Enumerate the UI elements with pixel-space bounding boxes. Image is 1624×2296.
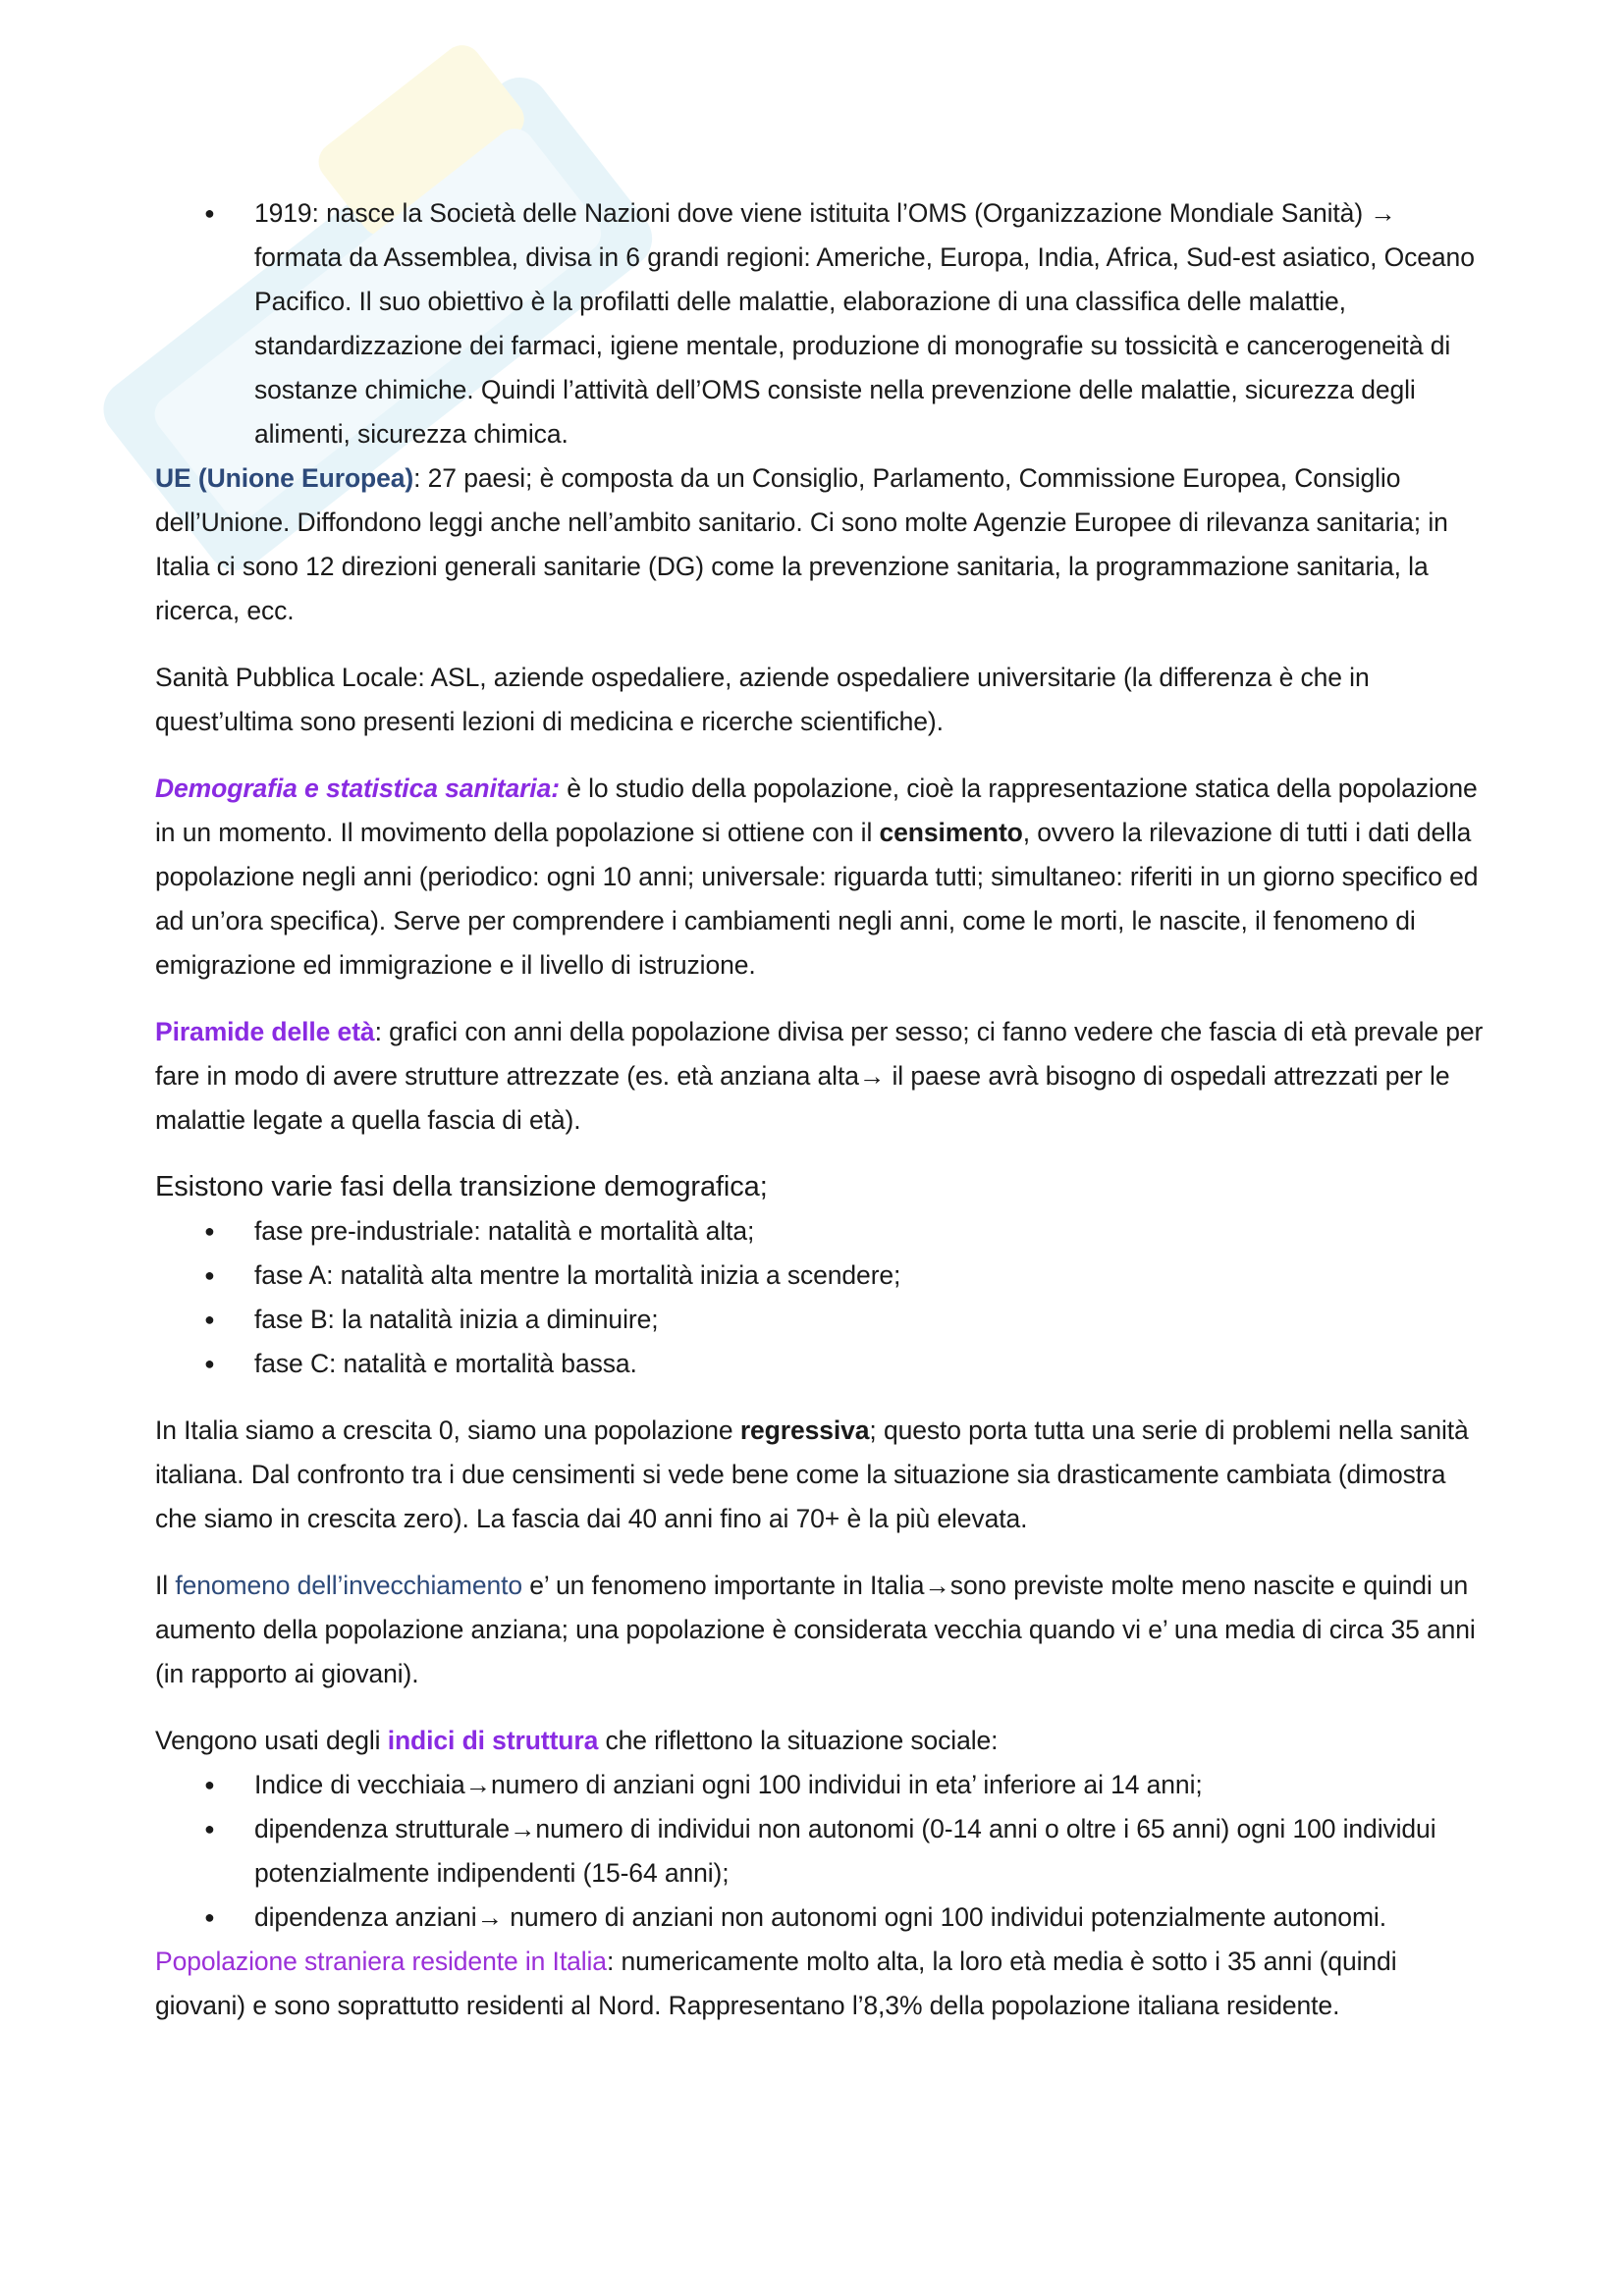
transizione-intro: Esistono varie fasi della transizione demografica;	[155, 1171, 768, 1202]
indici-list	[155, 1763, 1490, 1940]
list-item: ● dipendenza strutturale→numero di individui non autonomi (0-14 anni o oltre i 65 anni) ogni 100 individui potenzialmente indipendenti (15-64 anni);	[155, 1807, 1490, 1896]
list-item: ● dipendenza anziani→ numero di anziani non autonomi ogni 100 individui potenzialmente autonomi.	[155, 1896, 1490, 1940]
list-item: ● 1919: nasce la Società delle Nazioni dove viene istituita l’OMS (Organizzazione Mondiale Sanità) → formata da Assemblea, divisa in 6 grandi regioni: Americhe, Europa, India, Africa, Sud-est asiatico, Oceano Pacifico. Il suo obiettivo è la profilatti delle malattie, elaborazione di una classifica delle malattie, standardizzazione dei farmaci, igiene mentale, produzione di monografie su tossicità e cancerogeneità di sostanze chimiche. Quindi l’attività dell’OMS consiste nella prevenzione delle malattie, sicurezza degli alimenti, sicurezza chimica.	[155, 191, 1490, 456]
italia-paragraph: In Italia siamo a crescita 0, siamo una popolazione regressiva; questo porta tutta una serie di problemi nella sanità italiana. Dal confronto tra i due censimenti si vede bene come la situazione sia drasticamente cambiata (dimostra che siamo in crescita zero). La fascia dai 40 anni fino ai 70+ è la più elevata.	[155, 1415, 1469, 1533]
regressiva-term: regressiva	[739, 1415, 870, 1445]
list-item: ● fase pre-industriale: natalità e mortalità alta;	[155, 1209, 1490, 1254]
document-page	[155, 191, 1490, 2028]
piramide-label: Piramide delle età	[155, 1017, 375, 1046]
list-item: ● Indice di vecchiaia→numero di anziani ogni 100 individui in eta’ inferiore ai 14 anni;	[155, 1763, 1490, 1807]
straniera-paragraph: Popolazione straniera residente in Italia: numericamente molto alta, la loro età media è sotto i 35 anni (quindi giovani) e sono soprattutto residenti al Nord. Rappresentano l’8,3% della popolazione italiana residente.	[155, 1947, 1397, 2020]
invecchiamento-label: fenomeno dell’invecchiamento	[175, 1571, 523, 1600]
oms-list	[155, 191, 1490, 456]
demografia-label: Demografia e statistica sanitaria:	[155, 774, 560, 803]
transizione-list	[155, 1209, 1490, 1386]
straniera-label: Popolazione straniera residente in Italia	[155, 1947, 607, 1976]
list-item: ● fase A: natalità alta mentre la mortalità inizia a scendere;	[155, 1254, 1490, 1298]
invecchiamento-paragraph: Il fenomeno dell’invecchiamento e’ un fenomeno importante in Italia→sono previste molte meno nascite e quindi un aumento della popolazione anziana; una popolazione è considerata vecchia quando vi e’ una media di circa 35 anni (in rapporto ai giovani).	[155, 1571, 1476, 1688]
piramide-paragraph: Piramide delle età: grafici con anni della popolazione divisa per sesso; ci fanno vedere che fascia di età prevale per fare in modo di avere strutture attrezzate (es. età anziana alta→ il paese avrà bisogno di ospedali attrezzati per le malattie legate a quella fascia di età).	[155, 1017, 1484, 1135]
ue-paragraph: UE (Unione Europea): 27 paesi; è composta da un Consiglio, Parlamento, Commissione Europea, Consiglio dell’Unione. Diffondono leggi anche nell’ambito sanitario. Ci sono molte Agenzie Europee di rilevanza sanitaria; in Italia ci sono 12 direzioni generali sanitarie (DG) come la prevenzione sanitaria, la programmazione sanitaria, la ricerca, ecc.	[155, 463, 1448, 625]
indici-intro: Vengono usati degli indici di struttura che riflettono la situazione sociale:	[155, 1726, 999, 1755]
list-item: ● fase C: natalità e mortalità bassa.	[155, 1342, 1490, 1386]
censimento-term: censimento	[879, 818, 1023, 847]
indici-label: indici di struttura	[387, 1726, 599, 1755]
sanita-locale-paragraph: Sanità Pubblica Locale: ASL, aziende ospedaliere, aziende ospedaliere universitarie (la differenza è che in quest’ultima sono presenti lezioni di medicina e ricerche scientifiche).	[155, 663, 1370, 736]
ue-label: UE (Unione Europea)	[155, 463, 414, 493]
demografia-paragraph: Demografia e statistica sanitaria: è lo studio della popolazione, cioè la rappresentazione statica della popolazione in un momento. Il movimento della popolazione si ottiene con il censimento, ovvero la rilevazione di tutti i dati della popolazione negli anni (periodico: ogni 10 anni; universale: riguarda tutti; simultaneo: riferiti in un giorno specifico ed ad un’ora specifica). Serve per comprendere i cambiamenti negli anni, come le morti, le nascite, il fenomeno di emigrazione ed immigrazione e il livello di istruzione.	[155, 774, 1479, 980]
list-item: ● fase B: la natalità inizia a diminuire;	[155, 1298, 1490, 1342]
